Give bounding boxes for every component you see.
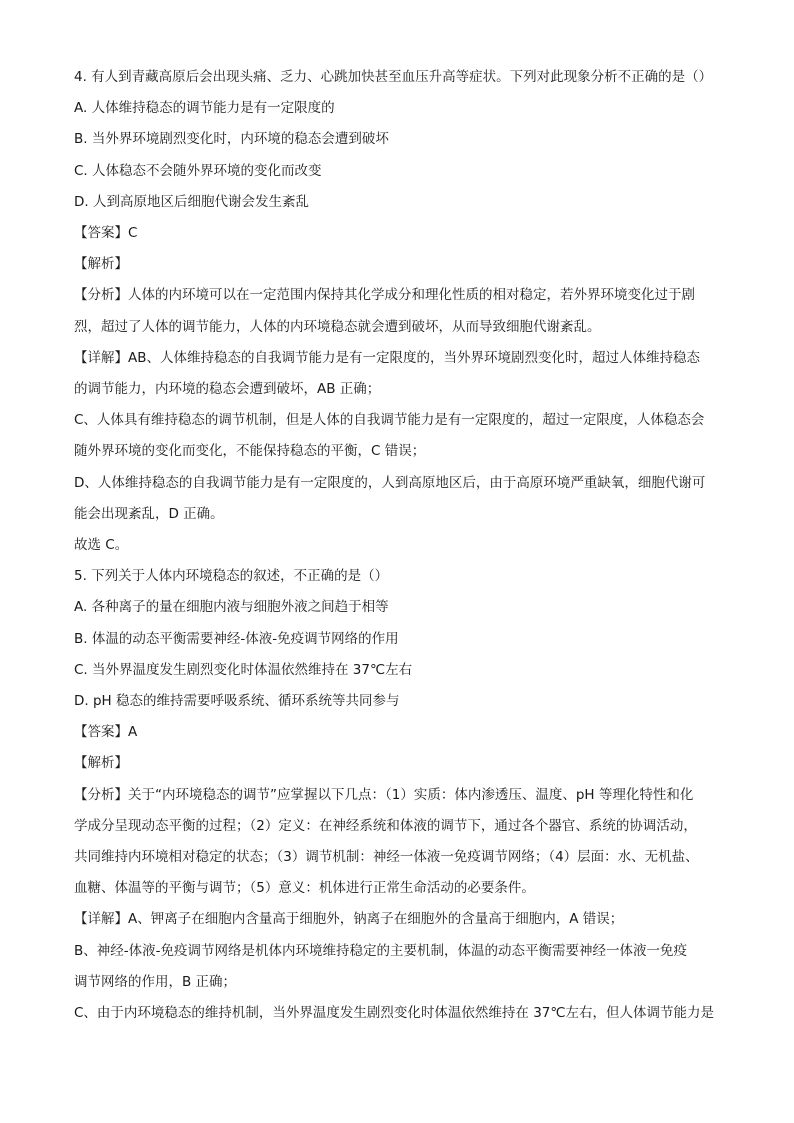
question-4-option-a: A. 人体维持稳态的调节能力是有一定限度的 xyxy=(74,100,335,117)
question-4-detail-line-1: 【详解】AB、人体维持稳态的自我调节能力是有一定限度的，当外界环境剧烈变化时，超过人体维持稳态 xyxy=(74,349,700,366)
question-5-detail-line-1: 【详解】A、钾离子在细胞内含量高于细胞外，钠离子在细胞外的含量高于细胞内，A 错误； xyxy=(74,911,624,928)
question-4-option-b: B. 当外界环境剧烈变化时，内环境的稳态会遭到破坏 xyxy=(74,131,389,148)
question-4-detail-line-2: 的调节能力，内环境的稳态会遭到破坏，AB 正确； xyxy=(74,381,381,398)
question-4-answer: 【答案】C xyxy=(74,225,138,242)
question-5-analysis-line-3: 共同维持内环境相对稳定的状态；（3）调节机制：神经一体液一免疫调节网络；（4）层面：水、无机盐、 xyxy=(74,849,699,866)
question-4-analysis-line-2: 烈，超过了人体的调节能力，人体的内环境稳态就会遭到破坏，从而导致细胞代谢紊乱。 xyxy=(74,318,601,335)
question-5-analysis-line-2: 学成分呈现动态平衡的过程；（2）定义：在神经系统和体液的调节下，通过各个器官、系统的协调活动， xyxy=(74,817,697,834)
question-4-detail-line-6: 能会出现紊乱，D 正确。 xyxy=(74,505,224,522)
question-5-option-d: D. pH 稳态的维持需要呼吸系统、循环系统等共同参与 xyxy=(74,693,400,710)
question-4-detail-line-4: 随外界环境的变化而变化，不能保持稳态的平衡，C 错误； xyxy=(74,443,426,460)
question-5-analysis-line-4: 血糖、体温等的平衡与调节；（5）意义：机体进行正常生命活动的必要条件。 xyxy=(74,880,535,897)
question-5-stem: 5. 下列关于人体内环境稳态的叙述，不正确的是（） xyxy=(74,568,389,585)
question-4-detail-line-3: C、人体具有维持稳态的调节机制，但是人体的自我调节能力是有一定限度的，超过一定限度，人体稳态会 xyxy=(74,412,705,429)
question-5-answer: 【答案】A xyxy=(74,724,138,741)
question-4-conclusion: 故选 C。 xyxy=(74,537,129,554)
question-4-stem: 4. 有人到青藏高原后会出现头痛、乏力、心跳加快甚至血压升高等症状。下列对此现象分析不正确的是（） xyxy=(74,69,713,85)
question-5-option-a: A. 各种离子的量在细胞内液与细胞外液之间趋于相等 xyxy=(74,599,389,616)
question-5-detail-line-4: C、由于内环境稳态的维持机制，当外界温度发生剧烈变化时体温依然维持在 37℃左右，但人体调节能力是 xyxy=(74,1005,715,1022)
question-5-detail-line-3: 调节网络的作用，B 正确； xyxy=(74,973,237,990)
question-5-analysis-line-1: 【分析】关于“内环境稳态的调节”应掌握以下几点：（1）实质：体内渗透压、温度、pH 等理化特性和化 xyxy=(74,786,694,803)
question-5-option-c: C. 当外界温度发生剧烈变化时体温依然维持在 37℃左右 xyxy=(74,661,413,678)
question-4-detail-line-5: D、人体维持稳态的自我调节能力是有一定限度的，人到高原地区后，由于高原环境严重缺氧，细胞代谢可 xyxy=(74,474,706,491)
question-4-option-d: D. 人到高原地区后细胞代谢会发生紊乱 xyxy=(74,193,309,210)
question-4-explanation-heading: 【解析】 xyxy=(74,256,128,273)
question-5-option-b: B. 体温的动态平衡需要神经-体液-免疫调节网络的作用 xyxy=(74,630,399,647)
question-4-option-c: C. 人体稳态不会随外界环境的变化而改变 xyxy=(74,162,322,179)
document-page xyxy=(74,62,724,1029)
question-5-detail-line-2: B、神经-体液-免疫调节网络是机体内环境维持稳定的主要机制，体温的动态平衡需要神经一体液一免疫 xyxy=(74,942,688,959)
question-5-explanation-heading: 【解析】 xyxy=(74,755,128,772)
question-4-analysis-line-1: 【分析】人体的内环境可以在一定范围内保持其化学成分和理化性质的相对稳定，若外界环境变化过于剧 xyxy=(74,287,695,304)
